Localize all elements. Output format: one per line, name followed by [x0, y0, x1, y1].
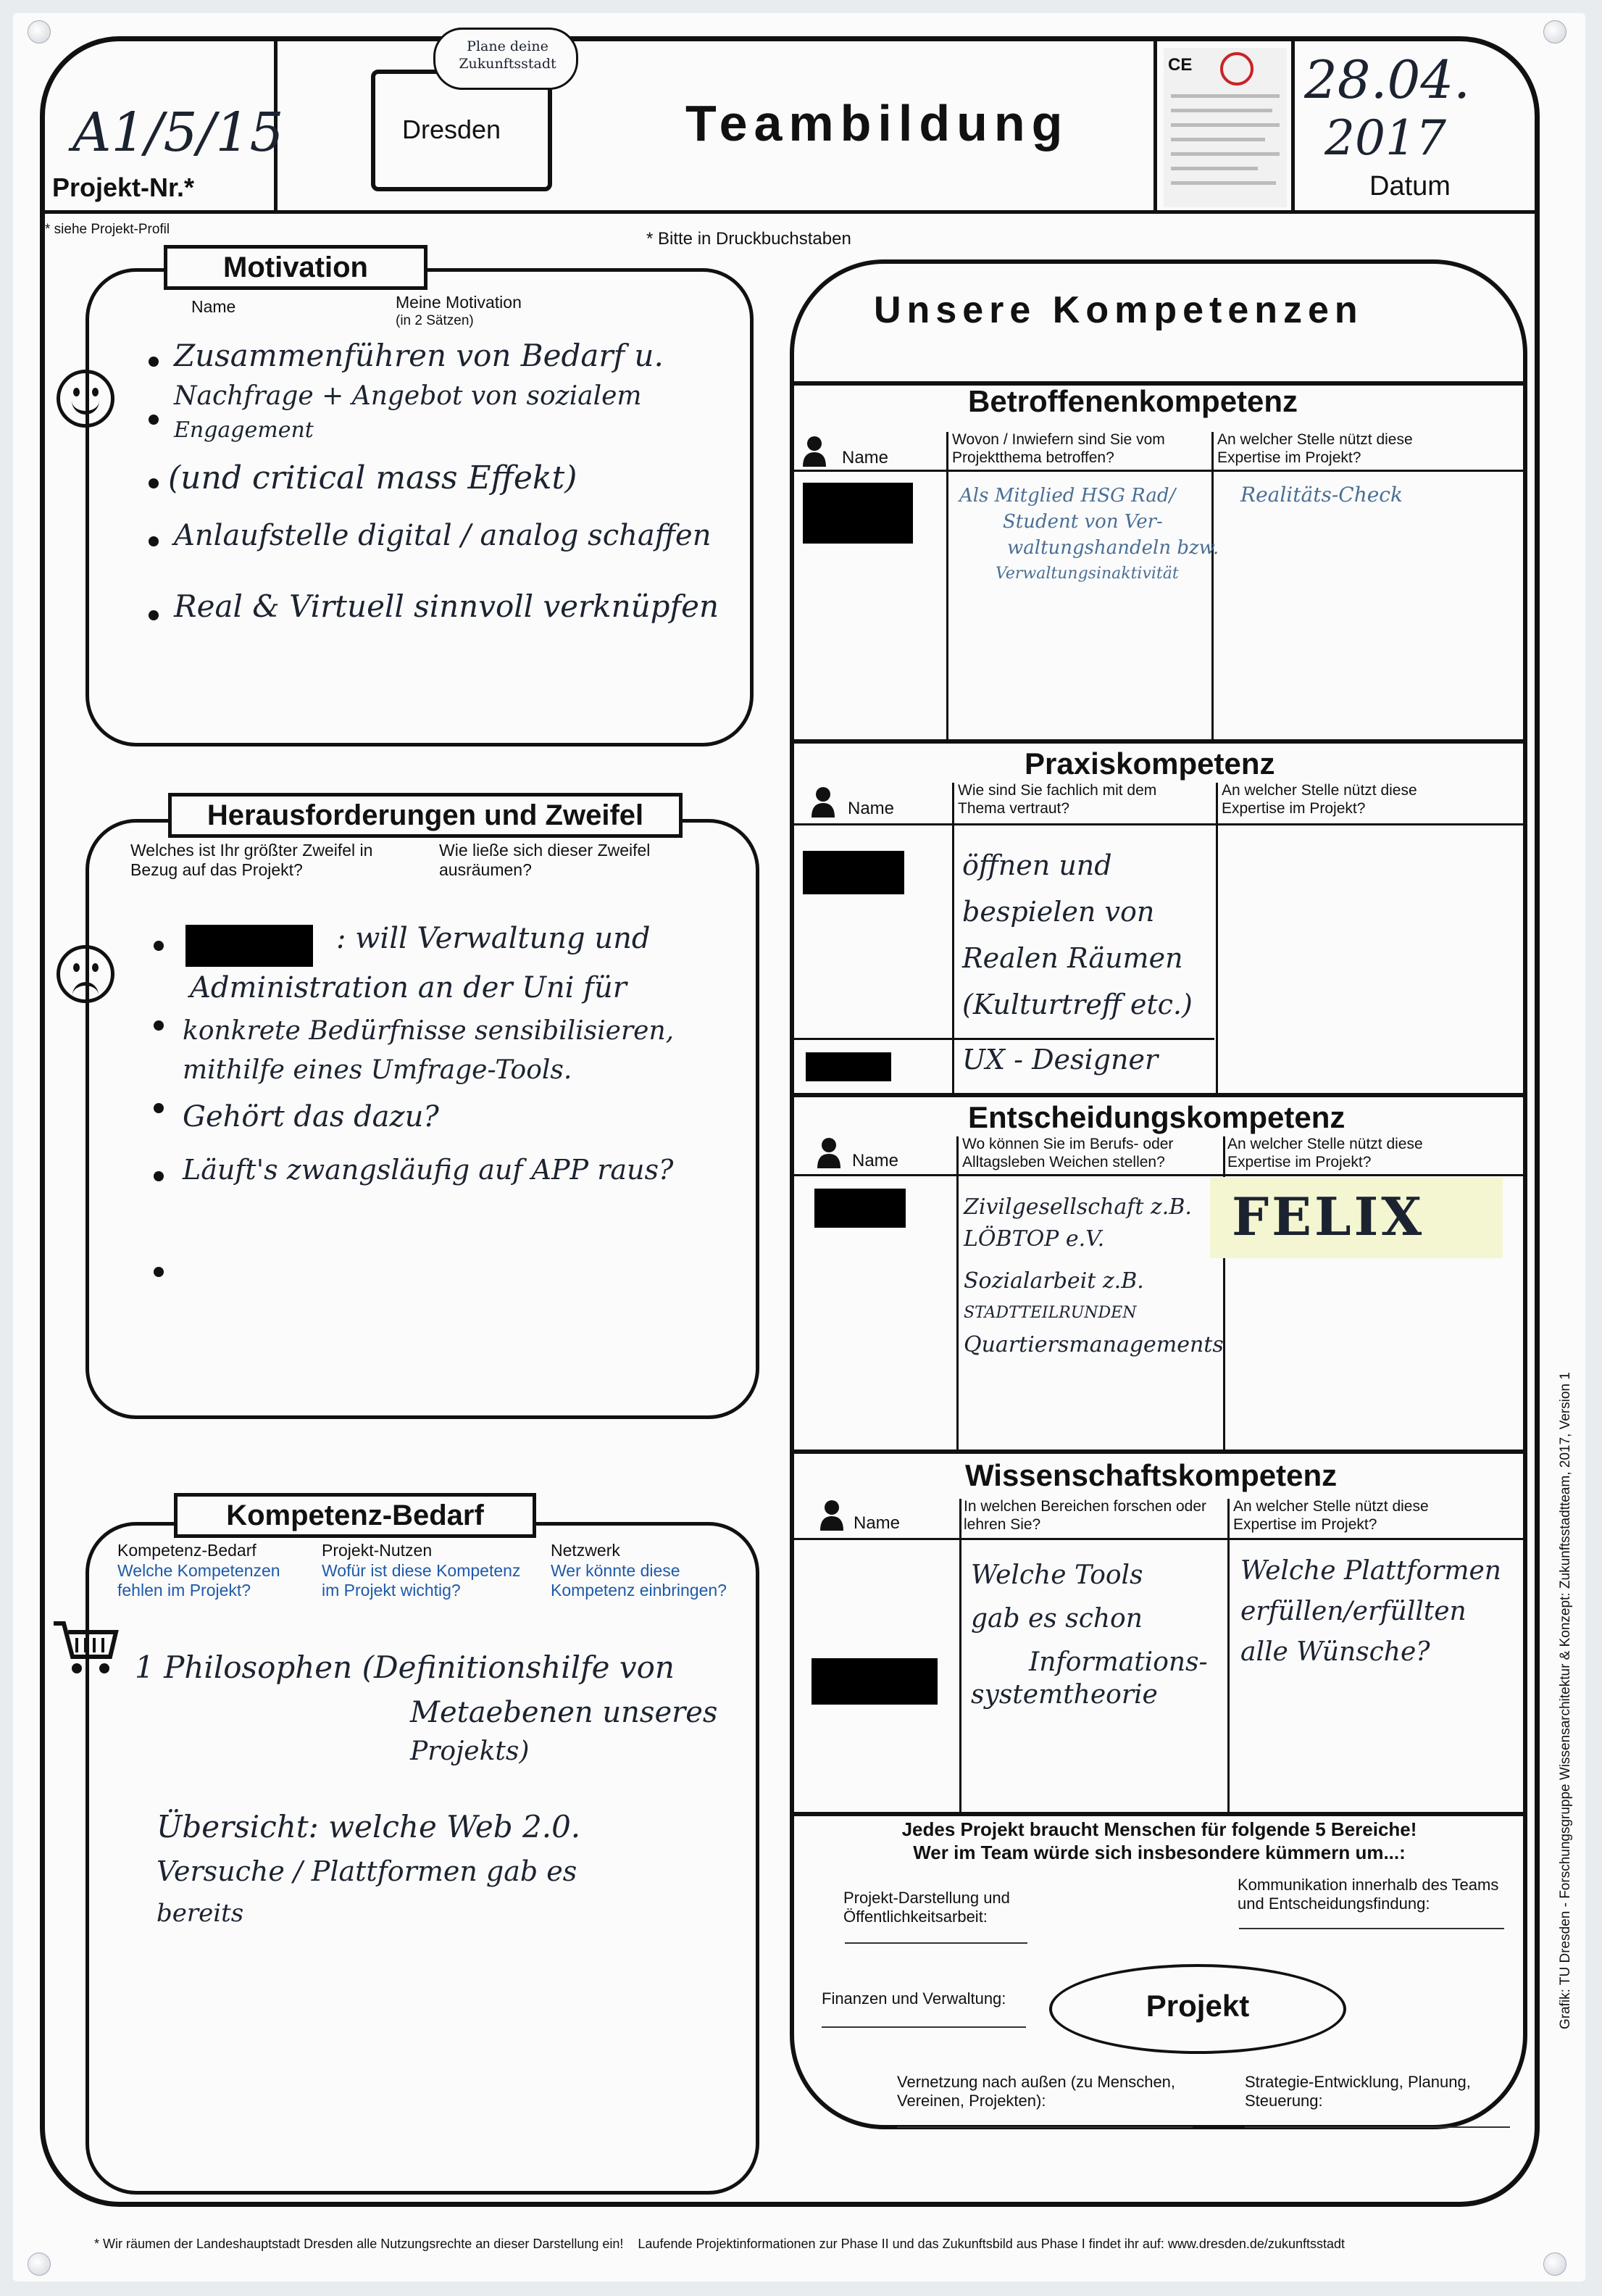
decision-answer-1 — [964, 1191, 1224, 1361]
science-name-label: Name — [854, 1513, 901, 1533]
logo-bubble-text: Plane deine Zukunftsstadt — [459, 38, 556, 72]
motivation-bullet — [149, 357, 159, 367]
role-team-communication: Kommunikation innerhalb des Teams und Entscheidungsfindung: — [1238, 1876, 1499, 1913]
decision-answer-line: LÖBTOP e.V. — [964, 1226, 1105, 1252]
date-year: 2017 — [1324, 110, 1446, 166]
challenges-bullet — [154, 941, 164, 951]
challenges-line-6: Läuft's zwangsläufig auf APP raus? — [183, 1154, 674, 1186]
needs-col1-head: Kompetenz-Bedarf — [117, 1541, 256, 1560]
date-label: Datum — [1369, 171, 1451, 201]
product-label-sticker — [1164, 48, 1287, 207]
motivation-bullet — [149, 536, 159, 546]
challenges-line-2: Administration an der Uni für — [190, 971, 627, 1004]
profile-note: * siehe Projekt-Profil — [45, 222, 170, 237]
header-divider-2 — [1153, 38, 1157, 212]
motivation-line-6: Real & Virtuell sinnvoll verknüpfen — [174, 588, 719, 624]
practice-col-line-2 — [1216, 783, 1218, 1093]
science-answer-line: erfüllen/erfüllten — [1240, 1597, 1467, 1626]
role-strategy: Strategie-Entwicklung, Planung, Steuerung: — [1245, 2073, 1471, 2110]
needs-title: Kompetenz-Bedarf — [174, 1493, 536, 1538]
practice-title: Praxiskompetenz — [1025, 746, 1275, 781]
challenges-bullet — [154, 1171, 164, 1181]
practice-row-line — [794, 1038, 1214, 1040]
role-team-communication-line — [1239, 1928, 1504, 1929]
role-networking-line — [897, 2126, 1193, 2128]
decision-answer-line: Zivilgesellschaft z.B. — [964, 1194, 1192, 1220]
practice-question-2: An welcher Stelle nützt diese Expertise im Projekt? — [1222, 782, 1417, 817]
role-finance-line — [822, 2026, 1026, 2028]
needs-line-4: Übersicht: welche Web 2.0. — [157, 1809, 581, 1844]
affected-bottom-line — [794, 739, 1526, 744]
tape-name: FELIX — [1232, 1186, 1425, 1247]
motivation-line-1: Zusammenführen von Bedarf u. — [174, 338, 664, 373]
header-bottom-line — [40, 210, 1540, 214]
needs-line-5: Versuche / Plattformen gab es — [157, 1855, 577, 1887]
science-answer-line: Informations- — [1029, 1647, 1208, 1677]
roles-heading-line-1: Jedes Projekt braucht Menschen für folgende 5 Bereiche! — [901, 1818, 1417, 1840]
role-networking: Vernetzung nach außen (zu Menschen, Vereinen, Projekten): — [897, 2073, 1176, 2110]
side-credit: Grafik: TU Dresden - Forschungsgruppe Wissensarchitektur & Konzept: Zukunftsstadtteam, 2017, Version 1 — [1558, 1372, 1573, 2029]
challenges-line-5: Gehört das dazu? — [183, 1100, 439, 1134]
decision-title: Entscheidungskompetenz — [968, 1100, 1346, 1134]
decision-col-line-1 — [956, 1136, 959, 1449]
affected-title: Betroffenenkompetenz — [968, 384, 1298, 418]
science-question-1: In welchen Bereichen forschen oder lehren Sie? — [964, 1498, 1207, 1533]
challenges-title: Herausforderungen und Zweifel — [168, 793, 683, 838]
motivation-line-2: Nachfrage + Angebot von sozialem — [174, 381, 642, 411]
challenges-bullet — [154, 1267, 164, 1277]
project-number-label: Projekt-Nr.* — [52, 172, 195, 202]
decision-header-line — [794, 1174, 1526, 1176]
challenges-bullet — [154, 1103, 164, 1113]
roles-heading — [797, 1818, 1522, 1864]
decision-answer-line: Sozialarbeit z.B. — [964, 1268, 1144, 1294]
affected-name-label: Name — [842, 448, 889, 467]
affected-answer-2: Realitäts-Check — [1240, 483, 1403, 507]
motivation-col-name: Name — [191, 297, 236, 316]
motivation-bullet — [149, 478, 159, 488]
redacted-name — [806, 1052, 891, 1081]
person-icon — [819, 1499, 845, 1532]
decision-question-1: Wo können Sie im Berufs- oder Alltagsleben Weichen stellen? — [962, 1136, 1174, 1170]
affected-answer-line: Als Mitglied HSG Rad/ — [959, 485, 1176, 507]
footer-note: * Wir räumen der Landeshauptstadt Dresden alle Nutzungsrechte an dieser Darstellung ein! Laufende Projektinformationen zur Phase II und das Zukunftsbild aus Phase I findet ihr auf: www.dresden.de/zukunftsstadt — [94, 2237, 1345, 2251]
role-finance: Finanzen und Verwaltung: — [822, 1989, 1006, 2008]
science-header-line — [794, 1538, 1526, 1540]
decision-answer-line: STADTTEILRUNDEN — [964, 1304, 1137, 1322]
motivation-line-3: Engagement — [174, 417, 314, 443]
motivation-title: Motivation — [164, 245, 427, 290]
motivation-col-sub: (in 2 Sätzen) — [396, 313, 474, 328]
science-answer-line: alle Wünsche? — [1240, 1637, 1430, 1667]
affected-answer-1 — [959, 483, 1219, 587]
science-col-line-2 — [1227, 1499, 1230, 1812]
motivation-line-4: (und critical mass Effekt) — [168, 459, 577, 496]
person-icon — [816, 1136, 842, 1170]
motivation-col-motivation: Meine Motivation — [396, 293, 522, 312]
science-col-line-1 — [959, 1499, 961, 1812]
pin-bottom-right — [1543, 2253, 1566, 2276]
practice-answer-line: Realen Räumen — [962, 942, 1183, 974]
affected-answer-line: waltungshandeln bzw. — [1007, 537, 1219, 559]
needs-line-6: bereits — [157, 1899, 244, 1928]
science-bottom-line — [794, 1812, 1526, 1816]
pin-bottom-left — [28, 2253, 51, 2276]
practice-answer-1 — [962, 842, 1193, 1028]
practice-name-label: Name — [848, 799, 895, 818]
decision-question-2: An welcher Stelle nützt diese Expertise im Projekt? — [1227, 1136, 1423, 1170]
decision-name-label: Name — [852, 1151, 899, 1170]
science-answer-line: gab es schon — [971, 1604, 1143, 1634]
affected-answer-line: Verwaltungsinaktivität — [996, 565, 1179, 583]
practice-answer-line: bespielen von — [962, 896, 1155, 928]
ce-mark: CE — [1168, 55, 1193, 75]
challenges-bullet — [154, 1020, 164, 1031]
redacted-name — [185, 925, 313, 967]
role-strategy-line — [1245, 2126, 1510, 2128]
redacted-name — [803, 851, 904, 894]
competences-title: Unsere Kompetenzen — [874, 289, 1364, 331]
person-icon — [810, 786, 836, 819]
science-question-2: An welcher Stelle nützt diese Expertise im Projekt? — [1233, 1498, 1429, 1533]
practice-col-line-1 — [952, 783, 954, 1093]
practice-bottom-line — [794, 1093, 1526, 1097]
affected-question-2: An welcher Stelle nützt diese Expertise im Projekt? — [1217, 431, 1413, 466]
affected-answer-line: Student von Ver- — [1003, 511, 1163, 533]
motivation-bullet — [149, 415, 159, 425]
header-divider-3 — [1291, 38, 1295, 212]
smiley-sad-icon — [57, 945, 114, 1003]
role-public-relations: Projekt-Darstellung und Öffentlichkeitsarbeit: — [843, 1889, 1010, 1926]
needs-col1-question: Welche Kompetenzen fehlen im Projekt? — [117, 1561, 280, 1600]
science-answer-line: Welche Plattformen — [1240, 1556, 1501, 1586]
date-day-month: 28.04. — [1304, 49, 1471, 110]
affected-question-1: Wovon / Inwiefern sind Sie vom Projektthema betroffen? — [952, 431, 1165, 466]
challenges-line-1: : will Verwaltung und — [336, 922, 651, 955]
needs-col2-head: Projekt-Nutzen — [322, 1541, 433, 1560]
science-answer-line: Welche Tools — [971, 1560, 1143, 1590]
science-title: Wissenschaftskompetenz — [965, 1458, 1338, 1492]
pin-top-left — [28, 20, 51, 43]
challenges-question-1: Welches ist Ihr größter Zweifel in Bezug auf das Projekt? — [130, 841, 373, 879]
challenges-line-4: mithilfe eines Umfrage-Tools. — [183, 1055, 572, 1085]
redacted-name — [814, 1189, 906, 1228]
needs-col2-question: Wofür ist diese Kompetenz im Projekt wichtig? — [322, 1561, 521, 1600]
affected-col-line-1 — [946, 432, 948, 739]
practice-question-1: Wie sind Sie fachlich mit dem Thema vertraut? — [958, 782, 1157, 817]
needs-line-2: Metaebenen unseres — [410, 1696, 718, 1729]
person-icon — [801, 435, 827, 468]
logo-city: Dresden — [402, 115, 501, 144]
redacted-name — [812, 1658, 938, 1705]
decision-answer-line: Quartiersmanagements — [964, 1332, 1224, 1357]
practice-answer-1b: UX - Designer — [962, 1044, 1159, 1076]
practice-answer-line: (Kulturtreff etc.) — [962, 989, 1193, 1020]
needs-line-3: Projekts) — [410, 1736, 530, 1766]
page-title: Teambildung — [685, 95, 1069, 151]
project-center-label: Projekt — [1146, 1989, 1250, 2023]
practice-answer-line: öffnen und — [962, 849, 1112, 881]
smiley-happy-icon — [57, 370, 114, 428]
challenges-line-3: konkrete Bedürfnisse sensibilisieren, — [183, 1016, 675, 1046]
science-answer-2 — [1240, 1551, 1501, 1673]
challenges-question-2: Wie ließe sich dieser Zweifel ausräumen? — [439, 841, 651, 879]
project-number-value: A1/5/15 — [72, 101, 284, 164]
needs-col3-question: Wer könnte diese Kompetenz einbringen? — [551, 1561, 727, 1600]
science-answer-line: systemtheorie — [971, 1680, 1158, 1710]
needs-col3-head: Netzwerk — [551, 1541, 620, 1560]
affected-header-line — [794, 470, 1526, 472]
print-note: * Bitte in Druckbuchstaben — [646, 229, 851, 249]
pin-top-right — [1543, 20, 1566, 43]
science-answer-1 — [971, 1554, 1208, 1710]
motivation-line-5: Anlaufstelle digital / analog schaffen — [174, 519, 712, 552]
decision-bottom-line — [794, 1449, 1526, 1454]
redacted-name — [803, 483, 913, 544]
practice-header-line — [794, 823, 1526, 825]
shopping-cart-icon — [52, 1619, 119, 1677]
age-warning-icon — [1220, 52, 1253, 86]
label-fineprint — [1171, 94, 1280, 98]
motivation-bullet — [149, 610, 159, 620]
role-public-relations-line — [845, 1942, 1027, 1944]
needs-line-1: 1 Philosophen (Definitionshilfe von — [135, 1650, 675, 1685]
roles-heading-line-2: Wer im Team würde sich insbesondere kümmern um...: — [913, 1842, 1406, 1863]
